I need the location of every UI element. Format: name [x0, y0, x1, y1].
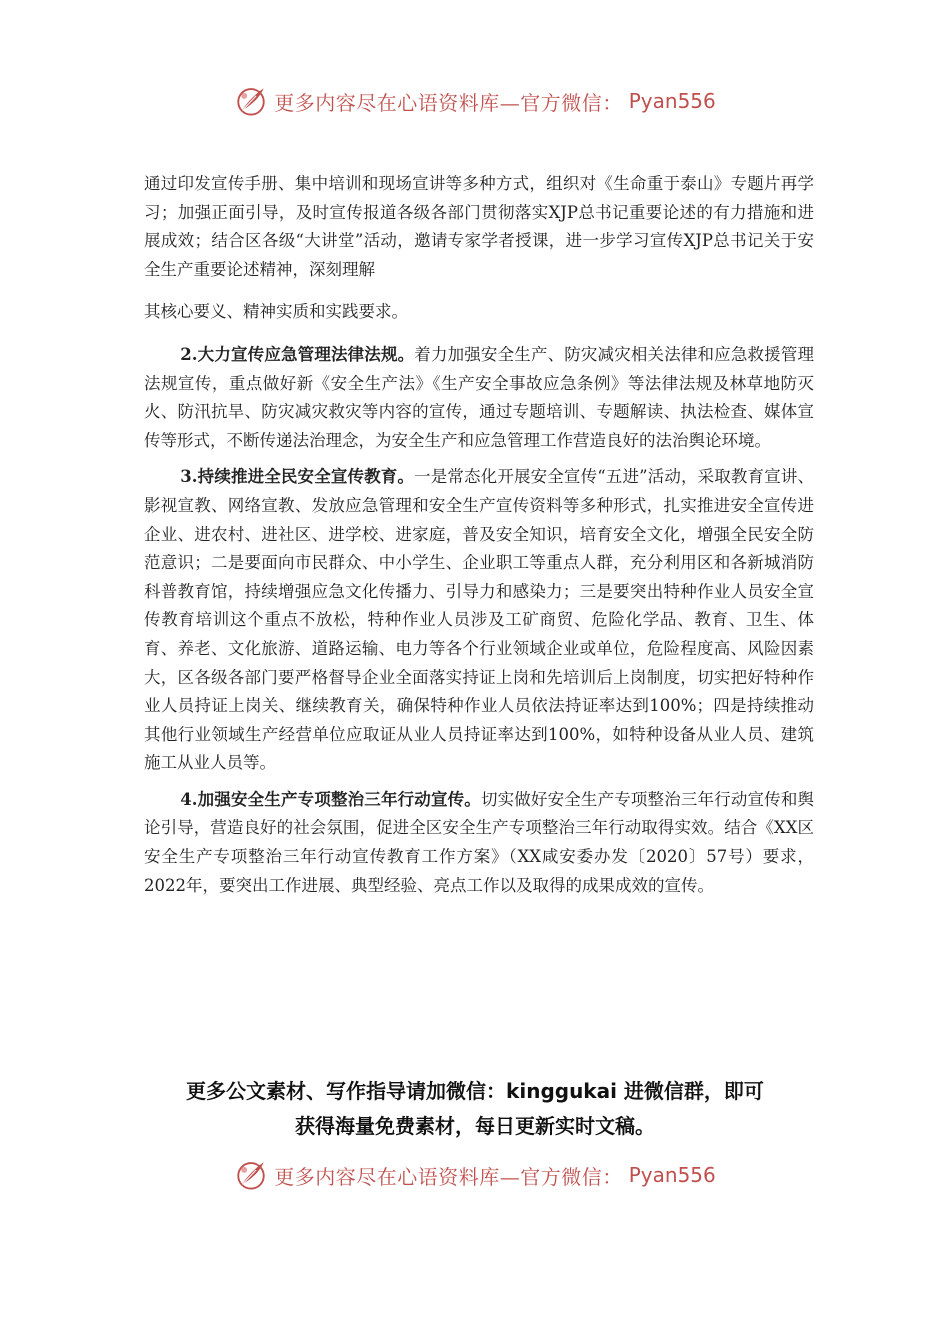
section-4 — [144, 786, 814, 900]
footer-banner — [0, 1158, 950, 1192]
paragraph-1 — [144, 170, 814, 327]
footer-banner-text: 更多内容尽在心语资料库—官方微信： — [274, 1164, 623, 1189]
section-3-text: 一是常态化开展安全宣传“五进”活动，采取教育宣讲、影视宣教、网络宣教、发放应急管理和安全生产宣传资料等多种形式，扎实推进安全宣传进企业、进农村、进社区、进学校、进家庭，普及安全知识，培育安全文化，增强全民安全防范意识；二是要面向市民群众、中小学生、企业职工等重点人群，充分利用区和各新城消防科普教育馆，持续增强应急文化传播力、引导力和感染力；三是要突出特种作业人员安全宣传教育培训这个重点不放松，特种作业人员涉及工矿商贸、危险化学品、教育、卫生、体育、养老、文化旅游、道路运输、电力等各个行业领域企业或单位，危险程度高、风险因素大，区各级各部门要严格督导企业全面落实持证上岗和先培训后上岗制度，切实把好特种作业人员持证上岗关、继续教育关，确保特种作业人员依法持证率达到100%；四是持续推动其他行业领域生产经营单位应取证从业人员持证率达到100%，如特种设备从业人员、建筑施工从业人员等。 — [144, 467, 814, 773]
section-4-text: 切实做好安全生产专项整治三年行动宣传和舆论引导，营造良好的社会氛围，促进全区安全生产专项整治三年行动取得实效。结合《XX区安全生产专项整治三年行动宣传教育工作方案》（XX咸安委办发〔2020〕57号）要求，2022年，要突出工作进展、典型经验、亮点工作以及取得的成果成效的宣传。 — [144, 789, 815, 895]
paragraph-1-main: 通过印发宣传手册、集中培训和现场宣讲等多种方式，组织对《生命重于泰山》专题片再学习；加强正面引导，及时宣传报道各级各部门贯彻落实XJP总书记重要论述的有力措施和进展成效；结合区各级“大讲堂”活动，邀请专家学者授课，进一步学习宣传XJP总书记关于安全生产重要论述精神，深刻理解 — [144, 174, 814, 279]
feather-quill-logo-icon — [234, 1158, 268, 1192]
promo-notice-line-2: 获得海量免费素材，每日更新实时文稿。 — [295, 1114, 655, 1138]
section-3-heading: 3.持续推进全民安全宣传教育。 — [180, 467, 415, 487]
section-2 — [144, 341, 814, 455]
section-2-heading: 2.大力宣传应急管理法律法规。 — [180, 344, 415, 364]
document-body — [144, 170, 814, 900]
header-wechat-id: Pyan556 — [628, 89, 716, 113]
header-banner — [0, 84, 950, 118]
section-4-heading: 4.加强安全生产专项整治三年行动宣传。 — [180, 789, 481, 809]
section-3 — [144, 463, 814, 778]
feather-quill-logo-icon — [234, 84, 268, 118]
footer-wechat-id: Pyan556 — [628, 1163, 716, 1187]
header-banner-text: 更多内容尽在心语资料库—官方微信： — [274, 90, 623, 115]
promo-notice — [0, 1074, 950, 1144]
paragraph-1-tail: 其核心要义、精神实质和实践要求。 — [144, 302, 408, 322]
promo-notice-line-1: 更多公文素材、写作指导请加微信：kinggukai 进微信群，即可 — [186, 1079, 764, 1103]
section-2-text: 着力加强安全生产、防灾减灾相关法律和应急救援管理法规宣传，重点做好新《安全生产法》《生产安全事故应急条例》等法律法规及林草地防灭火、防汛抗旱、防灾减灾救灾等内容的宣传，通过专题培训、专题解读、执法检查、媒体宣传等形式，不断传递法治理念，为安全生产和应急管理工作营造良好的法治舆论环境。 — [144, 344, 814, 450]
